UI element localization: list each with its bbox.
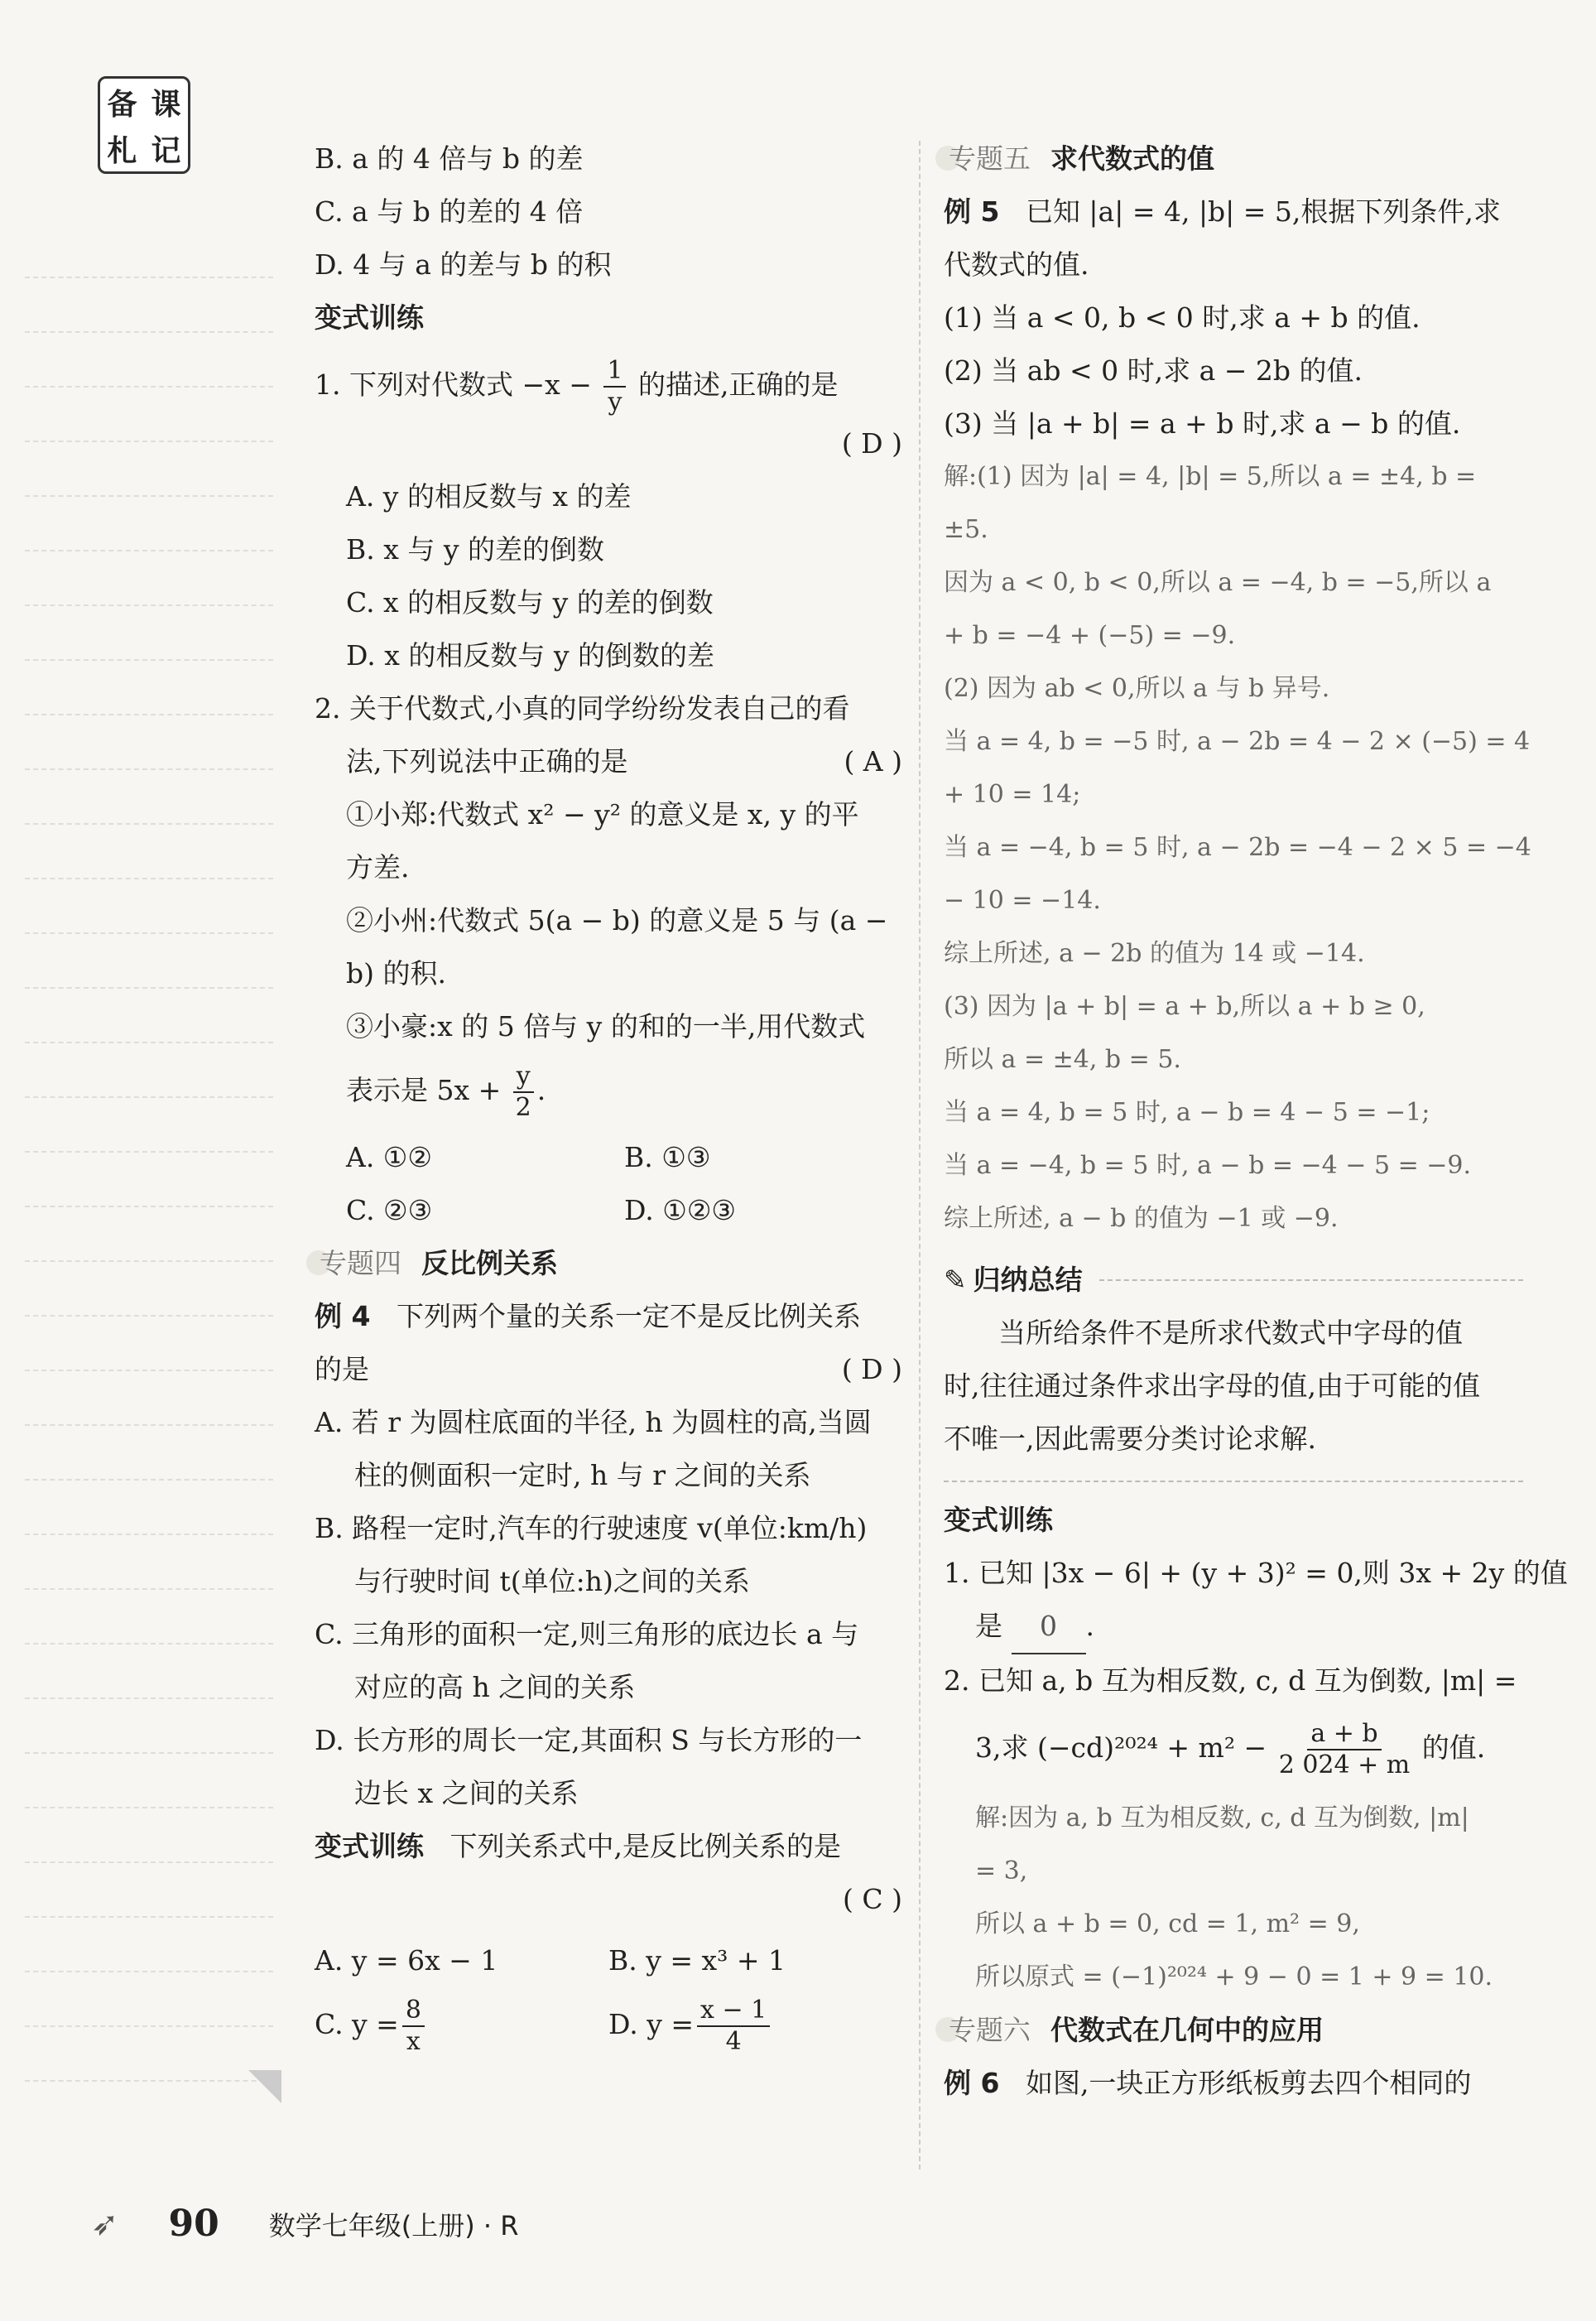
solution-line: 当 a = 4, b = −5 时, a − 2b = 4 − 2 × (−5) = 4 <box>944 727 1531 756</box>
note-line <box>25 497 273 551</box>
stem-text: 的是 <box>315 1353 369 1385</box>
stem-text: 下列关系式中,是反比例关系的是 <box>449 1830 841 1862</box>
note-line <box>25 879 273 934</box>
solution-line: − 10 = −14. <box>944 886 1101 915</box>
note-line <box>25 551 273 606</box>
statement-line: 方差. <box>346 851 410 884</box>
option-line: C. x 的相反数与 y 的差的倒数 <box>346 586 714 619</box>
option: A. y = 6x − 1 <box>315 1944 498 1977</box>
topic-title: 求代数式的值 <box>1050 142 1214 175</box>
stem-text: 的描述,正确的是 <box>637 368 839 401</box>
answer-row <box>315 1873 902 1926</box>
statement-line: b) 的积. <box>346 957 446 990</box>
statement-line <box>315 1062 902 1123</box>
solution-line: 综上所述, a − 2b 的值为 14 或 −14. <box>944 939 1365 968</box>
topic-5-header <box>944 132 1523 185</box>
option-line: D. 4 与 a 的差与 b 的积 <box>315 248 612 281</box>
note-line <box>25 1098 273 1153</box>
option-line: D. x 的相反数与 y 的倒数的差 <box>346 639 714 672</box>
solution-line: 解:(1) 因为 |a| = 4, |b| = 5,所以 a = ±4, b = <box>944 462 1477 491</box>
answer-mark: ( A ) <box>844 745 902 778</box>
solution-line: (2) 因为 ab < 0,所以 a 与 b 异号. <box>944 674 1330 703</box>
frac-num: y <box>513 1062 534 1093</box>
option-line: B. x 与 y 的差的倒数 <box>346 533 604 566</box>
page-corner-decoration <box>248 2070 281 2103</box>
stem-text: 下列两个量的关系一定不是反比例关系 <box>396 1300 861 1332</box>
stem-text: 是 <box>975 1610 1002 1642</box>
frac-den: x <box>406 2027 421 2056</box>
note-line <box>25 1808 273 1863</box>
solution-line: ±5. <box>944 515 988 544</box>
topic-tag: 专题四 <box>315 1237 401 1290</box>
notes-lines <box>25 224 273 2082</box>
frac-den: 2 024 + m <box>1278 1750 1411 1779</box>
solution-line: 所以原式 = (−1)²⁰²⁴ + 9 − 0 = 1 + 9 = 10. <box>975 1962 1493 1991</box>
summary-line: 时,往往通过条件求出字母的值,由于可能的值 <box>944 1370 1480 1402</box>
option-line: 边长 x 之间的关系 <box>354 1777 579 1809</box>
right-column <box>944 132 1568 2110</box>
note-line <box>25 1207 273 1262</box>
topic-4-header <box>315 1237 902 1290</box>
stem-text: 如图,一块正方形纸板剪去四个相同的 <box>1025 2067 1472 2099</box>
variant-3-line: 2. 已知 a, b 互为相反数, c, d 互为倒数, |m| = <box>944 1664 1517 1697</box>
option-line: D. 长方形的周长一定,其面积 S 与长方形的一 <box>315 1724 863 1756</box>
fraction <box>603 356 626 417</box>
option: B. ①③ <box>624 1141 711 1173</box>
variant-title: 变式训练 <box>315 301 424 334</box>
note-line <box>25 388 273 442</box>
note-line <box>25 1043 273 1098</box>
stem-text: 3,求 (−cd)²⁰²⁴ + m² − <box>975 1731 1267 1764</box>
frac-den: 2 <box>515 1093 531 1122</box>
topic-tag: 专题六 <box>944 2004 1031 2057</box>
note-line <box>25 278 273 333</box>
option-line: 对应的高 h 之间的关系 <box>354 1671 636 1703</box>
solution-line: 当 a = −4, b = 5 时, a − b = −4 − 5 = −9. <box>944 1151 1472 1180</box>
summary-header <box>944 1254 1523 1307</box>
note-line <box>25 1481 273 1535</box>
page-footer <box>91 2203 518 2245</box>
option-line: C. 三角形的面积一定,则三角形的底边长 a 与 <box>315 1618 859 1650</box>
topic-6-header <box>944 2004 1523 2057</box>
fraction <box>513 1062 534 1123</box>
variant-title: 变式训练 <box>315 1830 424 1862</box>
note-line <box>25 1262 273 1317</box>
example-label: 例 6 <box>944 2067 1000 2099</box>
note-line <box>25 715 273 770</box>
solution-line: 因为 a < 0, b < 0,所以 a = −4, b = −5,所以 a <box>944 568 1492 597</box>
note-line <box>25 1371 273 1426</box>
options-row <box>315 1934 902 1987</box>
option-line: B. 路程一定时,汽车的行驶速度 v(单位:km/h) <box>315 1512 868 1544</box>
condition-line: (3) 当 |a + b| = a + b 时,求 a − b 的值. <box>944 407 1461 440</box>
note-line <box>25 333 273 388</box>
statement-line: ②小州:代数式 5(a − b) 的意义是 5 与 (a − <box>346 904 888 937</box>
variant-3-line: 1. 已知 |3x − 6| + (y + 3)² = 0,则 3x + 2y 的值 <box>944 1557 1568 1589</box>
topic-title: 代数式在几何中的应用 <box>1050 2014 1324 2046</box>
example-4-line <box>315 1290 902 1343</box>
example-5-line <box>944 185 1523 238</box>
stem-text: . <box>536 1074 546 1106</box>
option <box>608 1996 902 2057</box>
variant-3-line <box>944 1719 1523 1780</box>
solution-line: 所以 a = ±4, b = 5. <box>944 1045 1181 1074</box>
solution-line: 综上所述, a − b 的值为 −1 或 −9. <box>944 1204 1339 1233</box>
book-title: 数学七年级(上册) · R <box>268 2209 519 2242</box>
note-line <box>25 1426 273 1481</box>
note-line <box>25 606 273 661</box>
note-line <box>25 442 273 497</box>
statement-line: ①小郑:代数式 x² − y² 的意义是 x, y 的平 <box>346 798 859 831</box>
note-line <box>25 1153 273 1207</box>
note-line <box>25 1972 273 2027</box>
solution-line: + 10 = 14; <box>944 780 1081 809</box>
fraction <box>697 1996 770 2057</box>
note-line <box>25 1754 273 1808</box>
option <box>315 1996 608 2057</box>
note-line <box>25 1699 273 1754</box>
solution-line: = 3, <box>975 1856 1028 1885</box>
question-1-stem <box>315 356 902 417</box>
summary-box <box>944 1254 1523 1482</box>
answer-blank: 0 <box>1012 1600 1086 1654</box>
solution-line: 所以 a + b = 0, cd = 1, m² = 9, <box>975 1909 1360 1938</box>
option-line: A. 若 r 为圆柱底面的半径, h 为圆柱的高,当圆 <box>315 1406 872 1438</box>
fraction <box>402 1996 425 2057</box>
note-line <box>25 1317 273 1371</box>
option: D. ①②③ <box>624 1194 737 1226</box>
stem-text: 表示是 5x + <box>346 1074 502 1106</box>
options-row <box>315 1184 902 1237</box>
example-5-line: 代数式的值. <box>944 248 1089 281</box>
note-line <box>25 224 273 278</box>
option-text: D. y = <box>608 2008 695 2040</box>
solution-line: 解:因为 a, b 互为相反数, c, d 互为倒数, |m| <box>975 1803 1469 1832</box>
summary-line: 当所给条件不是所求代数式中字母的值 <box>998 1317 1463 1349</box>
notes-badge-char: 备 <box>107 87 137 122</box>
answer-mark: ( C ) <box>843 1883 902 1915</box>
frac-num: 1 <box>603 356 626 388</box>
note-line <box>25 989 273 1043</box>
variant-2-line <box>315 1820 902 1873</box>
solution-line: (3) 因为 |a + b| = a + b,所以 a + b ≥ 0, <box>944 992 1425 1021</box>
stem-text: 1. 下列对代数式 −x − <box>315 368 592 401</box>
bird-icon: ➶ <box>91 2204 119 2243</box>
note-line <box>25 1863 273 1918</box>
option: C. ②③ <box>346 1194 433 1226</box>
question-2-line <box>315 735 902 788</box>
solution-line: 当 a = −4, b = 5 时, a − 2b = −4 − 2 × 5 = −4 <box>944 833 1531 862</box>
frac-den: 4 <box>725 2027 742 2056</box>
options-row <box>315 1996 902 2057</box>
example-label: 例 4 <box>315 1300 371 1332</box>
frac-num: 8 <box>402 1996 425 2027</box>
column-divider <box>919 141 921 2169</box>
example-6-line <box>944 2057 1523 2110</box>
note-line <box>25 1918 273 1972</box>
solution-line: 当 a = 4, b = 5 时, a − b = 4 − 5 = −1; <box>944 1098 1430 1127</box>
note-line <box>25 2027 273 2082</box>
example-4-line <box>315 1343 902 1396</box>
left-column <box>315 132 902 2057</box>
stem-text: 已知 |a| = 4, |b| = 5,根据下列条件,求 <box>1025 195 1501 228</box>
answer-mark: ( D ) <box>841 1353 902 1385</box>
note-line <box>25 825 273 879</box>
note-line <box>25 661 273 715</box>
frac-num: a + b <box>1307 1719 1381 1750</box>
variant-3-line <box>944 1600 1523 1654</box>
stem-text: 法,下列说法中正确的是 <box>346 745 628 778</box>
solution-line: + b = −4 + (−5) = −9. <box>944 621 1236 650</box>
notes-badge-char: 札 <box>107 133 137 168</box>
fraction <box>1279 1719 1411 1780</box>
summary-title: 归纳总结 <box>973 1264 1083 1296</box>
variant-title: 变式训练 <box>944 1504 1053 1536</box>
option-line: B. a 的 4 倍与 b 的差 <box>315 142 584 175</box>
stem-text: 的值. <box>1421 1731 1486 1764</box>
pencil-icon: ✎ <box>944 1264 967 1296</box>
note-line <box>25 934 273 989</box>
note-line <box>25 1644 273 1699</box>
answer-row <box>315 417 902 470</box>
frac-num: x − 1 <box>697 1996 770 2027</box>
summary-line: 不唯一,因此需要分类讨论求解. <box>944 1423 1316 1455</box>
option-line: 与行驶时间 t(单位:h)之间的关系 <box>354 1565 750 1597</box>
condition-line: (2) 当 ab < 0 时,求 a − 2b 的值. <box>944 354 1363 387</box>
option-text: C. y = <box>315 2008 399 2040</box>
answer-mark: ( D ) <box>841 427 902 460</box>
question-2-line: 2. 关于代数式,小真的同学纷纷发表自己的看 <box>315 692 850 725</box>
option-line: A. y 的相反数与 x 的差 <box>346 480 632 513</box>
topic-tag: 专题五 <box>944 132 1031 185</box>
option: B. y = x³ + 1 <box>608 1944 786 1977</box>
notes-badge <box>98 76 190 174</box>
stem-text: . <box>1085 1610 1094 1642</box>
notes-badge-char: 记 <box>151 133 181 168</box>
example-label: 例 5 <box>944 195 1000 228</box>
note-line <box>25 1590 273 1644</box>
notes-badge-char: 课 <box>151 87 181 122</box>
statement-line: ③小豪:x 的 5 倍与 y 的和的一半,用代数式 <box>346 1010 866 1043</box>
topic-title: 反比例关系 <box>421 1247 558 1279</box>
page-number: 90 <box>168 2203 219 2245</box>
note-line <box>25 770 273 825</box>
note-line <box>25 1535 273 1590</box>
option-line: C. a 与 b 的差的 4 倍 <box>315 195 584 228</box>
condition-line: (1) 当 a < 0, b < 0 时,求 a + b 的值. <box>944 301 1421 334</box>
option: A. ①② <box>346 1141 432 1173</box>
options-row <box>315 1131 902 1184</box>
option-line: 柱的侧面积一定时, h 与 r 之间的关系 <box>354 1459 811 1491</box>
frac-den: y <box>608 388 623 417</box>
